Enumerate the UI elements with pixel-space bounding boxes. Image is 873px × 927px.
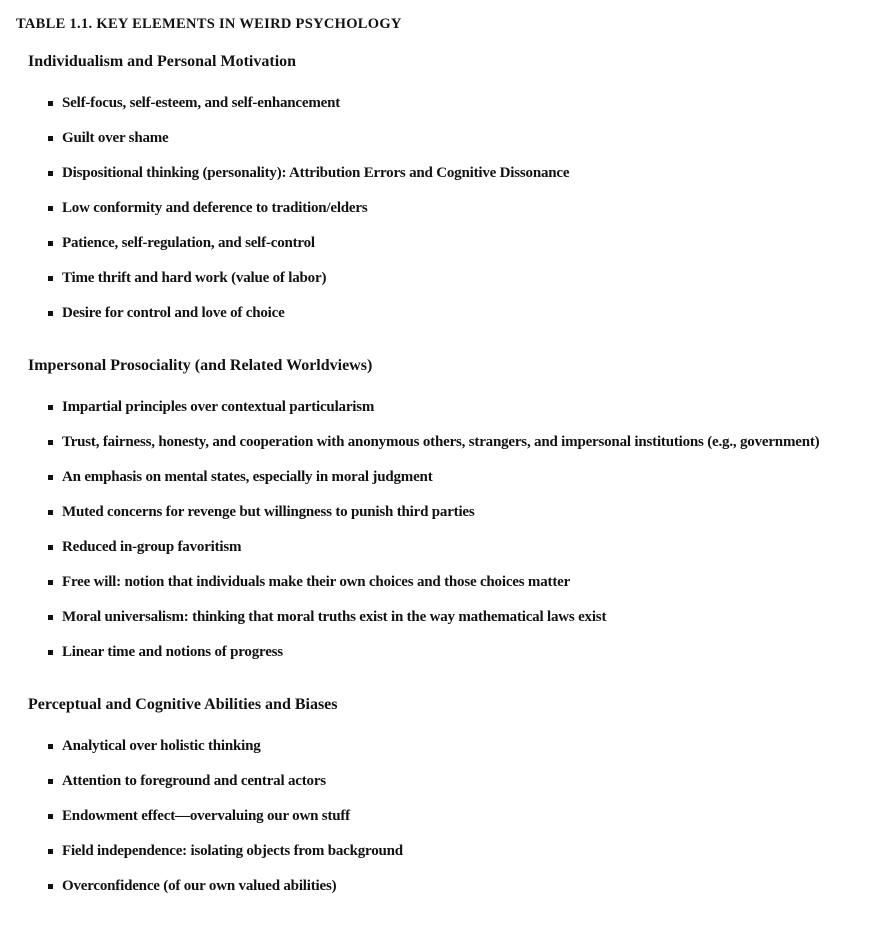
section-heading: Perceptual and Cognitive Abilities and Biases [28,696,338,713]
bullet-list [16,734,859,899]
table-title: TABLE 1.1. KEY ELEMENTS IN WEIRD PSYCHOLOGY [16,16,402,32]
document-page [16,12,859,899]
bullet-square-icon [48,814,53,819]
list-item [16,231,859,256]
list-item-text: Trust, fairness, honesty, and cooperation with anonymous others, strangers, and impersonal institutions (e.g., government) [62,434,820,450]
list-item-text: Free will: notion that individuals make their own choices and those choices matter [62,574,571,590]
list-item-text: Attention to foreground and central actors [62,773,326,789]
list-item [16,430,859,455]
list-item-text: Self-focus, self-esteem, and self-enhancement [62,95,341,111]
bullet-square-icon [48,311,53,316]
bullet-square-icon [48,650,53,655]
list-item [16,804,859,829]
bullet-square-icon [48,545,53,550]
list-item-text: Dispositional thinking (personality): Attribution Errors and Cognitive Dissonance [62,165,570,181]
list-item [16,734,859,759]
list-item-text: Low conformity and deference to tradition/elders [62,200,368,216]
list-item [16,266,859,291]
section-heading: Individualism and Personal Motivation [28,53,297,70]
section-impersonal-prosociality [16,336,859,665]
section-individualism [16,49,859,326]
list-item-text: Reduced in-group favoritism [62,539,242,555]
list-item [16,535,859,560]
bullet-square-icon [48,884,53,889]
list-item [16,196,859,221]
bullet-square-icon [48,440,53,445]
list-item-text: An emphasis on mental states, especially in moral judgment [62,469,433,485]
list-item-text: Guilt over shame [62,130,169,146]
bullet-list [16,395,859,665]
list-item [16,839,859,864]
bullet-square-icon [48,206,53,211]
bullet-square-icon [48,615,53,620]
list-item [16,126,859,151]
list-item-text: Desire for control and love of choice [62,305,285,321]
bullet-square-icon [48,136,53,141]
bullet-square-icon [48,276,53,281]
list-item-text: Field independence: isolating objects from background [62,843,403,859]
list-item [16,570,859,595]
bullet-square-icon [48,241,53,246]
list-item [16,769,859,794]
list-item [16,640,859,665]
list-item [16,465,859,490]
list-item-text: Moral universalism: thinking that moral truths exist in the way mathematical laws exist [62,609,607,625]
list-item-text: Linear time and notions of progress [62,644,283,660]
bullet-square-icon [48,101,53,106]
list-item [16,161,859,186]
section-perceptual-cognitive [16,675,859,899]
list-item-text: Overconfidence (of our own valued abilities) [62,878,337,894]
bullet-square-icon [48,510,53,515]
bullet-square-icon [48,405,53,410]
list-item [16,874,859,899]
section-heading: Impersonal Prosociality (and Related Worldviews) [28,357,373,374]
list-item [16,605,859,630]
bullet-square-icon [48,849,53,854]
list-item-text: Endowment effect—overvaluing our own stuff [62,808,350,824]
bullet-square-icon [48,744,53,749]
list-item-text: Analytical over holistic thinking [62,738,261,754]
list-item-text: Impartial principles over contextual particularism [62,399,375,415]
list-item-text: Patience, self-regulation, and self-control [62,235,315,251]
bullet-square-icon [48,171,53,176]
list-item-text: Muted concerns for revenge but willingness to punish third parties [62,504,475,520]
bullet-square-icon [48,475,53,480]
list-item [16,301,859,326]
list-item [16,395,859,420]
list-item [16,500,859,525]
bullet-square-icon [48,779,53,784]
bullet-square-icon [48,580,53,585]
list-item [16,91,859,116]
bullet-list [16,91,859,326]
list-item-text: Time thrift and hard work (value of labor) [62,270,327,286]
